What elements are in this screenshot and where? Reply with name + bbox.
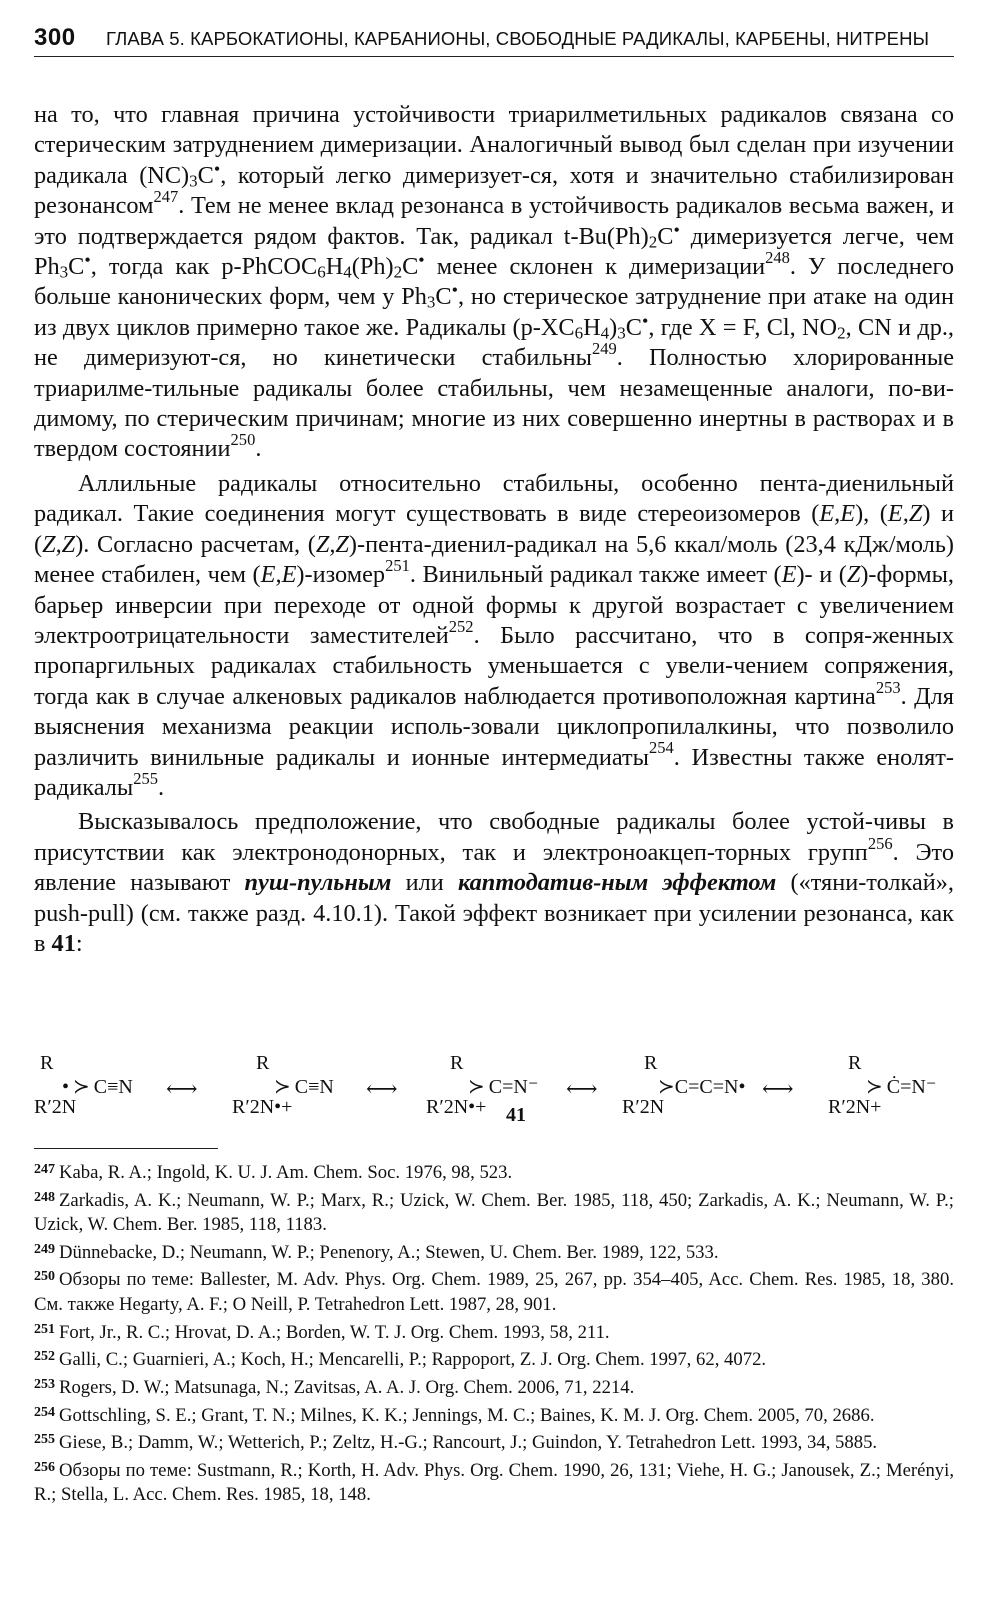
footnote-ref: 254 bbox=[648, 738, 674, 758]
structure-5-r2n: R′2N+ bbox=[828, 1096, 882, 1118]
structure-1-r2n: R′2N bbox=[34, 1096, 77, 1118]
structure-5-r-top: R bbox=[848, 1052, 862, 1074]
footnotes bbox=[34, 1158, 954, 1508]
footnote-ref: 256 bbox=[867, 833, 893, 853]
structure-2-r2n: R′2N•+ bbox=[232, 1096, 293, 1118]
paragraph-2: Аллильные радикалы относительно стабильны, особенно пента-диенильный радикал. Такие соединения могут существовать в виде стереоизомеров (E,E), (E,Z) и (Z,Z). Согласно расчетам, (Z,Z)-пента-диенил-радикал на 5,6 ккал/моль (23,4 кДж/моль) менее стабилен, чем (E,E)-изомер$^{251}$. Винильный радикал также имеет (E)- и (Z)-формы, барьер инверсии при переходе от одной формы к другой возрастает с увеличением электроотрицательности заместителей$^{252}$. Было рассчитано, что в сопря-женных пропаргильных радикалах стабильность уменьшается с увели-чением сопряжения, тогда как в случае алкеновых радикалов наблюдается противоположная картина$^{253}$. Для выяснения механизма реакции исполь-зовали циклопропилалкины, что позволило различить винильные радикалы и ионные интермедиаты$^{254}$. Известны также енолят-радикалы$^{255}$. bbox=[34, 469, 955, 801]
footnote-ref: 251 bbox=[385, 556, 410, 576]
structure-3-r2n: R′2N•+ bbox=[426, 1096, 487, 1118]
footnote: $^{247}$ Kaba, R. A.; Ingold, K. U. J. Am. Chem. Soc. 1976, 98, 523. bbox=[34, 1161, 513, 1183]
footnote-ref: 249 bbox=[591, 339, 617, 359]
paragraph-1: на то, что главная причина устойчивости триарилметильных радикалов связана со стерическим затруднением димеризации. Аналогичный вывод был сделан при изучении радикала $(NC)_3C^•$, который легко димеризует-ся, хотя и значительно стабилизирован резонансом$^{247}$. Тем не менее вклад резонанса в устойчивость радикалов весьма важен, и это подтверждается рядом фактов. Так, радикал $t-Bu(Ph)_2C^•$ димеризуется легче, чем $Ph_3C^•$, тогда как $p-PhCOC_6H_4(Ph)_2C^•$ менее склонен к димеризации$^{248}$. У последнего больше канонических форм, чем у $Ph_3C^•$, но стерическое затруднение при атаке на один из двух циклов примерно такое же. Радикалы $(p-XC_6H_4)_3C^•$, где X = F, Cl, $NO_2$, CN и др., не димеризуют-ся, но кинетически стабильны$^{249}$. Полностью хлорированные триарилме-тильные радикалы более стабильны, чем незамещенные аналоги, по-ви-димому, по стерическим причинам; многие из них совершенно инертны в растворах и в твердом состоянии$^{250}$. bbox=[34, 101, 955, 463]
running-header bbox=[34, 22, 954, 57]
structure-1-r-top: R bbox=[40, 1052, 54, 1074]
footnote-ref: 253 bbox=[875, 677, 901, 697]
footnote: $^{253}$ Rogers, D. W.; Matsunaga, N.; Zavitsas, A. A. J. Org. Chem. 2006, 71, 2214. bbox=[34, 1376, 635, 1398]
footnote: $^{248}$ Zarkadis, A. K.; Neumann, W. P.; Marx, R.; Uzick, W. Chem. Ber. 1985, 118, 450; Zarkadis, A. K.; Neumann, W. P.; Uzick, W. Chem. Ber. 1985, 118, 1183. bbox=[34, 1189, 954, 1236]
footnote-ref: 252 bbox=[448, 616, 474, 636]
footnote: $^{251}$ Fort, Jr., R. C.; Hrovat, D. A.; Borden, W. T. J. Org. Chem. 1993, 58, 211. bbox=[34, 1321, 610, 1343]
footnote-ref: 247 bbox=[153, 187, 179, 207]
structure-4-r-top: R bbox=[644, 1052, 658, 1074]
footnote: $^{254}$ Gottschling, S. E.; Grant, T. N.; Milnes, K. K.; Jennings, M. C.; Baines, K. M. J. Org. Chem. 2005, 70, 2686. bbox=[34, 1404, 875, 1426]
structure-4-core: ≻C=C=N• bbox=[658, 1076, 746, 1098]
structure-4-r2n: R′2N bbox=[622, 1096, 665, 1118]
structure-5-core: ≻ Ċ=N⁻ bbox=[866, 1076, 937, 1098]
footnote: $^{255}$ Giese, B.; Damm, W.; Wetterich, P.; Zeltz, H.-G.; Rancourt, J.; Guindon, Y. Tetrahedron Lett. 1993, 34, 5885. bbox=[34, 1432, 878, 1454]
footnote-ref: 250 bbox=[230, 430, 256, 450]
paragraph-3: Высказывалось предположение, что свободные радикалы более устой-чивы в присутствии как электронодонорных, так и электроноакцеп-торных групп$^{256}$. Это явление называют пуш-пульным или каптодатив-ным эффектом («тяни-толкай», push-pull) (см. также разд. 4.10.1). Такой эффект возникает при усилении резонанса, как в 41: bbox=[34, 808, 955, 957]
footnote-ref: 255 bbox=[133, 768, 158, 788]
resonance-arrow: ⟷ bbox=[566, 1076, 598, 1101]
footnote: $^{249}$ Dünnebacke, D.; Neumann, W. P.; Penenory, A.; Stewen, U. Chem. Ber. 1989, 122, 533. bbox=[34, 1241, 719, 1263]
compound-label-41: 41 bbox=[506, 1104, 526, 1126]
resonance-arrow: ⟷ bbox=[762, 1076, 794, 1101]
structure-3-core: ≻ C=N⁻ bbox=[468, 1076, 539, 1098]
structure-2-r-top: R bbox=[256, 1052, 270, 1074]
structure-3-r-top: R bbox=[450, 1052, 464, 1074]
chapter-title: ГЛАВА 5. КАРБОКАТИОНЫ, КАРБАНИОНЫ, СВОБОДНЫЕ РАДИКАЛЫ, КАРБЕНЫ, НИТРЕНЫ bbox=[106, 28, 930, 49]
main-text bbox=[34, 100, 954, 959]
footnote: $^{252}$ Galli, C.; Guarnieri, A.; Koch, H.; Mencarelli, P.; Rappoport, Z. J. Org. Chem. 1997, 62, 4072. bbox=[34, 1349, 767, 1371]
resonance-arrow: ⟷ bbox=[366, 1076, 398, 1101]
footnote-ref: 248 bbox=[765, 247, 790, 267]
footnote-divider bbox=[34, 1148, 218, 1149]
structure-1-core: • ≻ C≡N bbox=[62, 1076, 133, 1098]
page-number: 300 bbox=[34, 24, 76, 51]
footnote: $^{256}$ Обзоры по теме: Sustmann, R.; Korth, H. Adv. Phys. Org. Chem. 1990, 26, 131; Viehe, H. G.; Janousek, Z.; Merényi, R.; Stella, L. Acc. Chem. Res. 1985, 18, 148. bbox=[34, 1459, 954, 1506]
footnote: $^{250}$ Обзоры по теме: Ballester, M. Adv. Phys. Org. Chem. 1989, 25, 267, pp. 354–405, Acc. Chem. Res. 1985, 18, 380. См. также Hegarty, A. F.; O Neill, P. Tetrahedron Lett. 1987, 28, 901. bbox=[34, 1269, 954, 1316]
structure-2-core: ≻ C≡N bbox=[274, 1076, 334, 1098]
resonance-scheme bbox=[34, 1046, 964, 1136]
resonance-arrow: ⟷ bbox=[166, 1076, 198, 1101]
compound-ref: 41 bbox=[51, 929, 76, 957]
